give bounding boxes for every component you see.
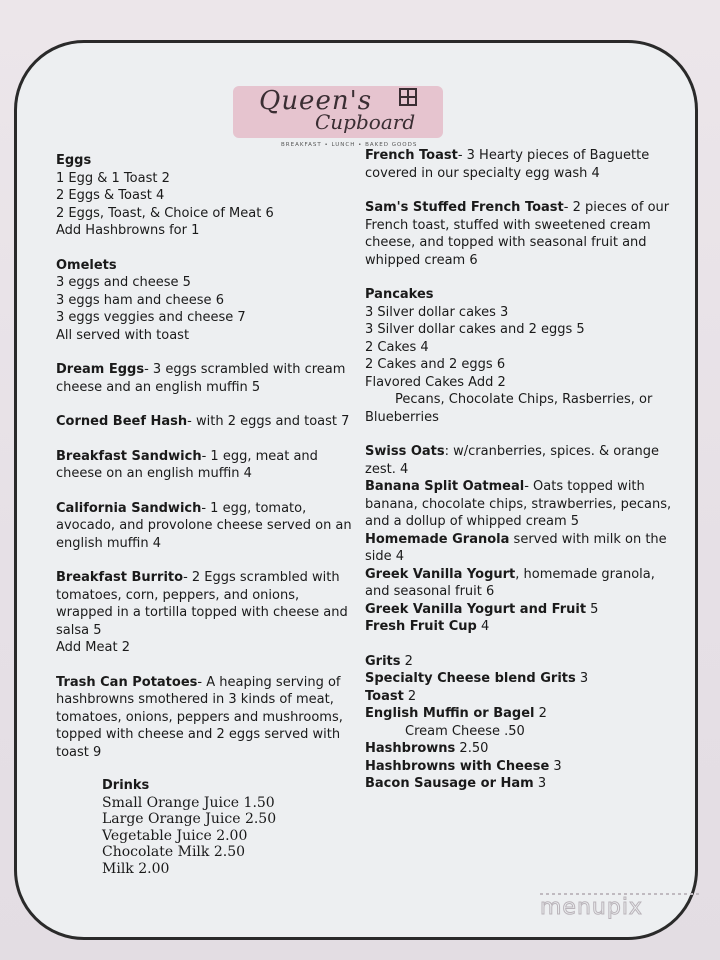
item-price: 2	[534, 706, 547, 721]
item-name: English Muffin or Bagel	[365, 706, 535, 721]
menu-item: 2 Eggs, Toast, & Choice of Meat 6	[56, 205, 274, 221]
item-hashbrowns-cheese	[365, 758, 675, 776]
item-name: Specialty Cheese blend Grits	[365, 671, 576, 686]
menu-item: 3 Silver dollar cakes and 2 eggs 5	[365, 322, 585, 337]
item-name: Bacon Sausage or Ham	[365, 776, 534, 791]
item-name: California Sandwich	[56, 500, 202, 516]
section-drinks	[102, 778, 356, 877]
section-sides	[365, 653, 675, 793]
item-price: 2	[403, 688, 417, 704]
menu-item: Flavored Cakes Add 2	[365, 374, 506, 390]
menu-item: 3 eggs veggies and cheese 7	[56, 310, 246, 325]
menu-item: Add Hashbrowns for 1	[56, 223, 200, 238]
item-name: Dream Eggs	[56, 362, 145, 377]
item-price: 3	[575, 671, 589, 686]
item-name: Grits	[365, 653, 401, 669]
item-breakfast-sandwich	[56, 448, 356, 483]
item-name: Breakfast Sandwich	[56, 448, 202, 464]
right-column	[365, 147, 675, 793]
item-greek-yogurt	[365, 566, 675, 601]
item-name: Sam's Stuffed French Toast	[365, 200, 564, 215]
item-greek-yogurt-fruit	[365, 601, 675, 619]
item-homemade-granola	[365, 531, 675, 566]
menu-item: All served with toast	[56, 327, 190, 343]
item-desc: - Oats topped with banana, chocolate chips, strawberries, pecans, and a dollup of whipped cream 5	[365, 479, 672, 529]
cupboard-icon	[399, 88, 417, 106]
section-heading: Omelets	[56, 257, 117, 273]
menu-item: 2 Eggs & Toast 4	[56, 188, 165, 203]
item-desc: - 1 egg, tomato, avocado, and provolone cheese served on an english muffin 4	[56, 500, 352, 551]
item-desc: , homemade granola, and seasonal fruit 6	[365, 566, 655, 599]
logo-text-cupboard: Cupboard	[315, 110, 416, 134]
item-dream-eggs	[56, 361, 356, 396]
item-french-toast	[365, 147, 675, 182]
item-price: 3	[549, 758, 562, 774]
section-heading: Drinks	[102, 778, 150, 793]
pancake-flavors: Pecans, Chocolate Chips, Rasberries, or Blueberries	[365, 392, 653, 425]
item-desc: : w/cranberries, spices. & orange zest. 4	[365, 444, 660, 477]
item-hashbrowns	[365, 740, 675, 758]
item-name: Fresh Fruit Cup	[365, 619, 477, 634]
item-cheese-grits	[365, 670, 675, 688]
watermark: menupix	[540, 895, 643, 920]
item-breakfast-burrito	[56, 569, 356, 657]
menu-item: 2 Cakes and 2 eggs 6	[365, 357, 506, 372]
left-column	[56, 152, 356, 877]
item-name: Toast	[365, 688, 404, 704]
menu-item: 1 Egg & 1 Toast 2	[56, 170, 170, 186]
item-name: Homemade Granola	[365, 531, 510, 547]
item-price: 2.50	[455, 741, 489, 756]
section-heading: Eggs	[56, 153, 92, 168]
section-omelets	[56, 257, 356, 345]
item-name: Trash Can Potatoes	[56, 674, 198, 690]
item-price: 5	[586, 601, 599, 617]
item-desc: - 2 Eggs scrambled with tomatoes, corn, peppers, and onions, wrapped in a tortilla topped with cheese and salsa 5	[56, 570, 348, 638]
item-desc: - A heaping serving of hashbrowns smothered in 3 kinds of meat, tomatoes, onions, peppers and mushrooms, topped with cheese and 2 eggs served with toast 9	[56, 674, 343, 760]
menu-item: 3 Silver dollar cakes 3	[365, 304, 509, 320]
item-corned-beef-hash	[56, 413, 356, 431]
item-name: Greek Vanilla Yogurt	[365, 566, 516, 582]
item-name: French Toast	[365, 148, 458, 163]
item-desc: - with 2 eggs and toast 7	[187, 414, 350, 429]
section-eggs	[56, 152, 356, 240]
item-price: 2	[400, 653, 413, 669]
section-pancakes	[365, 286, 675, 426]
logo-tagline: BREAKFAST • LUNCH • BAKED GOODS	[281, 142, 418, 148]
item-name: Hashbrowns	[365, 741, 456, 756]
item-price: 3	[533, 776, 547, 791]
item-california-sandwich	[56, 500, 356, 553]
item-price: 4	[476, 619, 490, 634]
item-name: Swiss Oats	[365, 444, 445, 459]
menu-item: Vegetable Juice 2.00	[102, 827, 248, 844]
item-desc: - 2 pieces of our French toast, stuffed with sweetened cream cheese, and topped with seasonal fruit and whipped cream 6	[365, 200, 670, 268]
menu-item: Milk 2.00	[102, 860, 170, 877]
item-name: Banana Split Oatmeal	[365, 479, 525, 494]
item-desc: - 3 eggs scrambled with cream cheese and an english muffin 5	[56, 362, 346, 395]
item-banana-split-oatmeal	[365, 478, 675, 531]
item-desc: - 3 Hearty pieces of Baguette covered in our specialty egg wash 4	[365, 148, 650, 181]
section-heading: Pancakes	[365, 287, 434, 302]
item-bacon-sausage-ham	[365, 775, 675, 793]
menu-item: 3 eggs and cheese 5	[56, 275, 191, 290]
item-name: Breakfast Burrito	[56, 570, 184, 585]
item-english-muffin	[365, 705, 675, 723]
menu-item: 2 Cakes 4	[365, 339, 429, 355]
item-extra: Add Meat 2	[56, 640, 130, 655]
item-trash-can-potatoes	[56, 674, 356, 762]
menu-item: Small Orange Juice 1.50	[102, 794, 275, 811]
menu-item: 3 eggs ham and cheese 6	[56, 292, 224, 308]
item-stuffed-french-toast	[365, 199, 675, 269]
logo	[233, 80, 455, 152]
item-swiss-oats	[365, 443, 675, 478]
item-cream-cheese: Cream Cheese .50	[405, 723, 525, 739]
item-toast	[365, 688, 675, 706]
item-name: Hashbrowns with Cheese	[365, 758, 550, 774]
menu-item: Chocolate Milk 2.50	[102, 844, 246, 860]
item-desc: served with milk on the side 4	[365, 531, 667, 564]
item-desc: - 1 egg, meat and cheese on an english muffin 4	[56, 448, 318, 481]
item-name: Greek Vanilla Yogurt and Fruit	[365, 601, 587, 617]
item-name: Corned Beef Hash	[56, 414, 188, 429]
item-fresh-fruit-cup	[365, 618, 675, 636]
item-grits	[365, 653, 675, 671]
menu-item: Large Orange Juice 2.50	[102, 811, 277, 827]
logo-text-queens: Queen's	[259, 86, 373, 116]
